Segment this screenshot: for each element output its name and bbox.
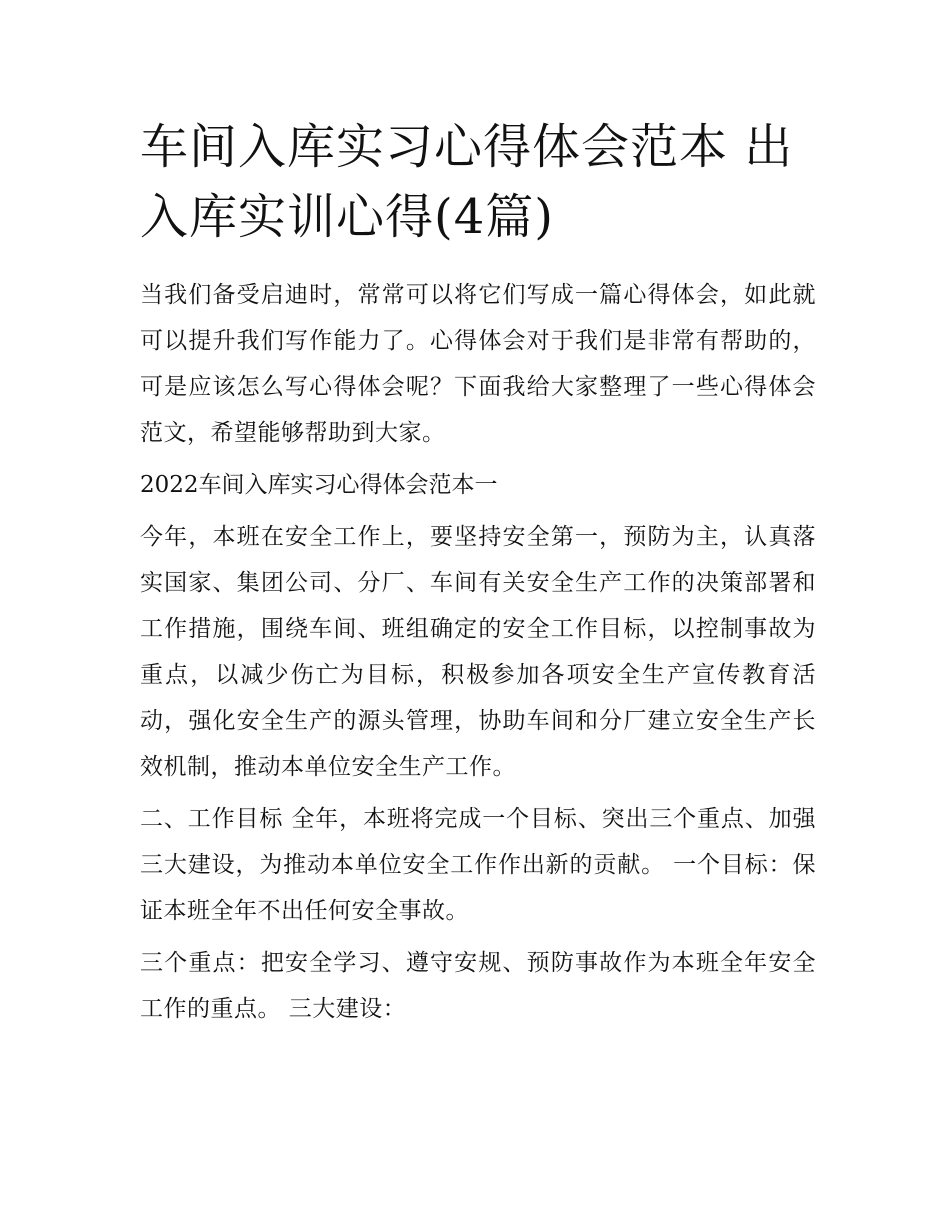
section-heading: 2022车间入库实习心得体会范本一 (140, 472, 498, 498)
document-page (140, 112, 816, 1038)
document-title: 车间入库实习心得体会范本 出入库实训心得(4篇) (140, 119, 794, 245)
body-paragraph: 三个重点：把安全学习、遵守安规、预防事故作为本班全年安全工作的重点。 三大建设： (140, 950, 816, 1022)
intro-paragraph: 当我们备受启迪时，常常可以将它们写成一篇心得体会，如此就可以提升我们写作能力了。心得体会对于我们是非常有帮助的，可是应该怎么写心得体会呢？下面我给大家整理了一些心得体会范文，希望能够帮助到大家。 (140, 282, 816, 446)
body-paragraph: 二、工作目标 全年，本班将完成一个目标、突出三个重点、加强三大建设，为推动本单位安全工作作出新的贡献。 一个目标：保证本班全年不出任何安全事故。 (140, 806, 816, 924)
body-paragraph: 今年，本班在安全工作上，要坚持安全第一，预防为主，认真落实国家、集团公司、分厂、车间有关安全生产工作的决策部署和工作措施，围绕车间、班组确定的安全工作目标，以控制事故为重点，以减少伤亡为目标，积极参加各项安全生产宣传教育活动，强化安全生产的源头管理，协助车间和分厂建立安全生产长效机制，推动本单位安全生产工作。 (140, 524, 816, 780)
document-body (140, 272, 816, 1032)
